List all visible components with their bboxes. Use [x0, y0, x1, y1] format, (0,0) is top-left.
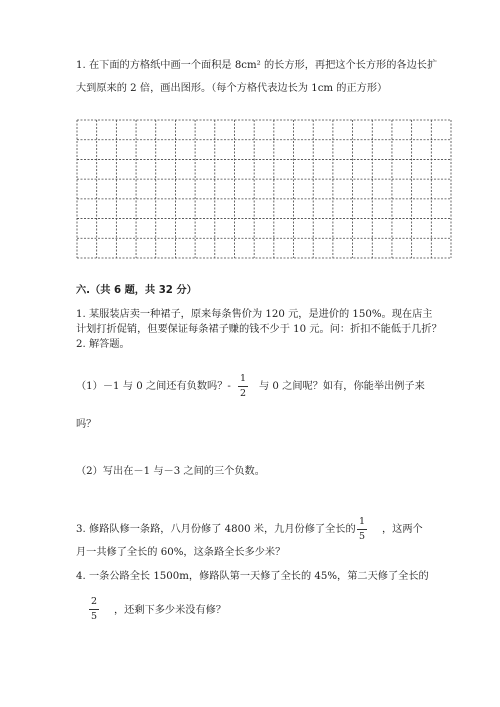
p1-line2: 计划打折促销，但要保证每条裙子赚的钱不少于 10 元。问：折扣不能低于几折？ — [76, 324, 442, 335]
fraction-bar — [89, 609, 99, 610]
section-title: 六.（共 6 题，共 32 分） — [76, 285, 197, 296]
q1-line2: 大到原来的 2 倍，画出图形。（每个方格代表边长为 1cm 的正方形） — [76, 83, 388, 94]
p1-line1: 1. 某服装店卖一种裙子，原来每条售价为 120 元，是进价的 150%。现在店主 — [76, 309, 433, 320]
fraction-one-half — [237, 374, 249, 399]
fraction-numerator: 2 — [90, 596, 98, 607]
p2-sub1-text-a: （1）－1 与 0 之间还有负数吗？- — [76, 381, 231, 392]
fraction-numerator: 1 — [239, 373, 247, 384]
fraction-bar — [238, 386, 248, 387]
p2-sub1-text-c: 吗？ — [76, 419, 97, 430]
fraction-two-fifths — [88, 597, 100, 622]
square-grid-paper — [76, 119, 452, 259]
p4-line2: ，还剩下多少米没有修？ — [114, 605, 227, 616]
p3-line2: 月一共修了全长的 60%，这条路全长多少米？ — [76, 547, 286, 558]
p3-line1-a: 3. 修路队修一条路，八月份修了 4800 米，九月份修了全长的 — [76, 524, 356, 535]
q1-line1: 1. 在下面的方格纸中画一个面积是 8cm² 的长方形，再把这个长方形的各边长扩 — [76, 60, 438, 71]
fraction-one-fifth — [356, 517, 368, 542]
p3-line1-b: ，这两个 — [382, 524, 423, 535]
p2-sub2: （2）写出在－1 与－3 之间的三个负数。 — [76, 466, 265, 477]
fraction-numerator: 1 — [358, 516, 366, 527]
fraction-denominator: 2 — [239, 388, 247, 399]
p2-header: 2. 解答题。 — [76, 339, 130, 350]
p4-line1: 4. 一条公路全长 1500m，修路队第一天修了全长的 45%，第二天修了全长的 — [76, 571, 429, 582]
fraction-denominator: 5 — [358, 531, 366, 542]
fraction-bar — [357, 529, 367, 530]
fraction-denominator: 5 — [90, 611, 98, 622]
p2-sub1-text-b: 与 0 之间呢？如有，你能举出例子来 — [259, 381, 425, 392]
